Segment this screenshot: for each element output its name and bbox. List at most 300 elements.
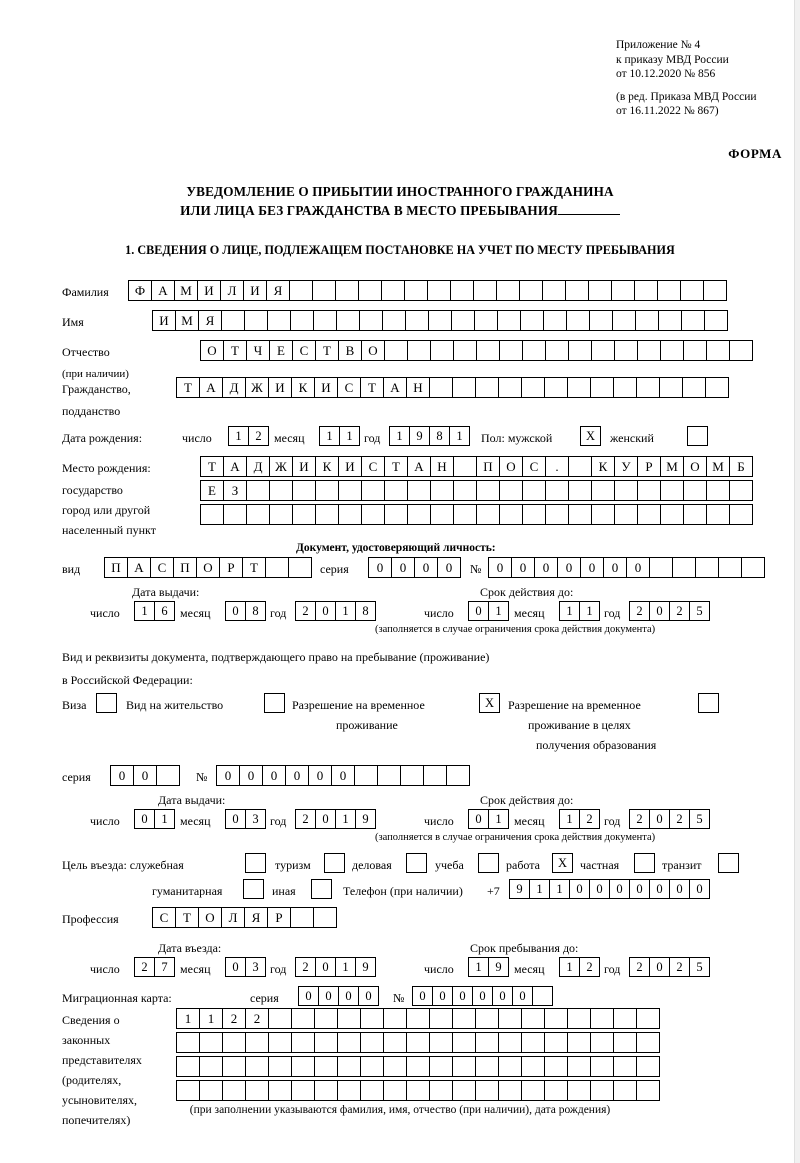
cell[interactable] [476, 480, 500, 501]
cell[interactable]: 1 [488, 809, 509, 829]
cell[interactable]: 9 [355, 809, 376, 829]
cell[interactable] [337, 1008, 361, 1029]
cell[interactable]: М [174, 280, 198, 301]
cell[interactable] [568, 504, 592, 525]
cell[interactable] [384, 340, 408, 361]
cell[interactable]: 0 [239, 765, 263, 786]
cell[interactable]: 9 [488, 957, 509, 977]
cell[interactable] [291, 1056, 315, 1077]
checkbox-residence-permit[interactable] [264, 693, 285, 713]
cell[interactable] [360, 1008, 384, 1029]
cell[interactable]: С [337, 377, 361, 398]
cell[interactable]: Ч [246, 340, 270, 361]
cell[interactable] [635, 310, 659, 331]
cell[interactable] [589, 310, 613, 331]
cell[interactable] [406, 1032, 430, 1053]
cell[interactable]: 2 [669, 809, 690, 829]
field-stay-valid-year[interactable] [629, 809, 709, 829]
cell[interactable] [361, 504, 385, 525]
cell[interactable]: Б [729, 456, 753, 477]
cell[interactable] [672, 557, 696, 578]
checkbox-purpose-work[interactable]: Х [552, 853, 573, 873]
cell[interactable]: 1 [335, 957, 356, 977]
cell[interactable]: П [104, 557, 128, 578]
cell[interactable] [498, 377, 522, 398]
cell[interactable]: 1 [176, 1008, 200, 1029]
cell[interactable] [338, 504, 362, 525]
cell[interactable]: С [292, 340, 316, 361]
cell[interactable] [315, 504, 339, 525]
cell[interactable] [427, 280, 451, 301]
cell[interactable]: О [200, 340, 224, 361]
cell[interactable] [335, 280, 359, 301]
field-profession[interactable] [152, 907, 336, 928]
cell[interactable]: П [173, 557, 197, 578]
cell[interactable]: 0 [225, 809, 246, 829]
cell[interactable] [521, 1008, 545, 1029]
cell[interactable] [268, 1056, 292, 1077]
cell[interactable]: 0 [133, 765, 157, 786]
cell[interactable] [497, 310, 521, 331]
field-entry-day[interactable] [134, 957, 174, 977]
cell[interactable] [246, 504, 270, 525]
cell[interactable] [405, 310, 429, 331]
cell[interactable] [383, 1008, 407, 1029]
field-stayend-day[interactable] [468, 957, 508, 977]
cell[interactable]: С [522, 456, 546, 477]
cell[interactable] [545, 340, 569, 361]
cell[interactable]: Т [200, 456, 224, 477]
field-stayend-year[interactable] [629, 957, 709, 977]
cell[interactable] [683, 504, 707, 525]
cell[interactable]: Д [222, 377, 246, 398]
cell[interactable]: 2 [295, 809, 316, 829]
cell[interactable] [407, 340, 431, 361]
cell[interactable] [381, 280, 405, 301]
cell[interactable] [522, 340, 546, 361]
cell[interactable] [614, 480, 638, 501]
cell[interactable] [521, 377, 545, 398]
cell[interactable] [383, 1080, 407, 1101]
cell[interactable] [543, 310, 567, 331]
cell[interactable]: 0 [298, 986, 319, 1006]
checkbox-purpose-private[interactable] [634, 853, 655, 873]
cell[interactable]: 0 [315, 957, 336, 977]
cell[interactable] [268, 1032, 292, 1053]
cell[interactable] [590, 1080, 614, 1101]
cell[interactable] [360, 1080, 384, 1101]
cell[interactable] [499, 340, 523, 361]
cell[interactable] [338, 480, 362, 501]
cell[interactable] [706, 340, 730, 361]
cell[interactable]: И [338, 456, 362, 477]
cell[interactable] [591, 480, 615, 501]
cell[interactable]: М [660, 456, 684, 477]
cell[interactable] [474, 310, 498, 331]
cell[interactable] [567, 1056, 591, 1077]
cell[interactable] [290, 907, 314, 928]
cell[interactable] [354, 765, 378, 786]
cell[interactable] [360, 1032, 384, 1053]
cell[interactable]: Н [406, 377, 430, 398]
cell[interactable] [267, 310, 291, 331]
cell[interactable] [223, 504, 247, 525]
cell[interactable]: 1 [339, 426, 360, 446]
cell[interactable] [680, 280, 704, 301]
cell[interactable] [613, 1056, 637, 1077]
cell[interactable] [290, 310, 314, 331]
cell[interactable] [382, 310, 406, 331]
cell[interactable] [636, 1080, 660, 1101]
cell[interactable] [475, 1032, 499, 1053]
cell[interactable] [453, 340, 477, 361]
cell[interactable] [544, 1080, 568, 1101]
cell[interactable]: 0 [649, 957, 670, 977]
cell[interactable]: О [361, 340, 385, 361]
cell[interactable] [682, 377, 706, 398]
cell[interactable] [567, 1080, 591, 1101]
cell[interactable] [612, 310, 636, 331]
cell[interactable] [199, 1032, 223, 1053]
cell[interactable]: 0 [472, 986, 493, 1006]
cell[interactable] [383, 1032, 407, 1053]
cell[interactable]: 0 [437, 557, 461, 578]
cell[interactable]: 0 [492, 986, 513, 1006]
cell[interactable]: О [499, 456, 523, 477]
cell[interactable] [704, 310, 728, 331]
cell[interactable]: . [545, 456, 569, 477]
cell[interactable]: О [683, 456, 707, 477]
cell[interactable] [636, 1008, 660, 1029]
cell[interactable]: Ф [128, 280, 152, 301]
field-phone[interactable] [509, 879, 709, 899]
cell[interactable]: М [175, 310, 199, 331]
cell[interactable] [613, 1080, 637, 1101]
cell[interactable] [453, 456, 477, 477]
field-patronymic[interactable] [200, 340, 752, 361]
field-birth-year[interactable] [389, 426, 469, 446]
field-stay-valid-day[interactable] [468, 809, 508, 829]
cell[interactable]: М [706, 456, 730, 477]
cell[interactable]: К [591, 456, 615, 477]
cell[interactable]: 0 [669, 879, 690, 899]
cell[interactable] [429, 1080, 453, 1101]
field-stay-valid-month[interactable] [559, 809, 599, 829]
cell[interactable] [383, 1056, 407, 1077]
cell[interactable] [706, 504, 730, 525]
cell[interactable] [657, 280, 681, 301]
cell[interactable] [404, 280, 428, 301]
cell[interactable] [407, 504, 431, 525]
scrollbar[interactable] [794, 0, 800, 1163]
cell[interactable]: 0 [649, 879, 670, 899]
cell[interactable]: 2 [295, 957, 316, 977]
cell[interactable]: 0 [557, 557, 581, 578]
cell[interactable]: 1 [559, 809, 580, 829]
checkbox-purpose-service[interactable] [245, 853, 266, 873]
field-stay-issue-month[interactable] [225, 809, 265, 829]
cell[interactable] [315, 480, 339, 501]
cell[interactable] [475, 1056, 499, 1077]
cell[interactable]: 2 [134, 957, 155, 977]
field-doc-valid-month[interactable] [559, 601, 599, 621]
cell[interactable] [544, 1032, 568, 1053]
cell[interactable] [636, 377, 660, 398]
cell[interactable] [729, 504, 753, 525]
cell[interactable]: Ж [245, 377, 269, 398]
field-surname[interactable] [128, 280, 726, 301]
cell[interactable] [473, 280, 497, 301]
cell[interactable] [703, 280, 727, 301]
cell[interactable]: Я [198, 310, 222, 331]
cell[interactable]: 3 [245, 957, 266, 977]
cell[interactable] [544, 377, 568, 398]
cell[interactable]: 9 [509, 879, 530, 899]
cell[interactable] [313, 907, 337, 928]
cell[interactable]: 1 [488, 601, 509, 621]
field-citizenship[interactable] [176, 377, 728, 398]
cell[interactable] [544, 1056, 568, 1077]
cell[interactable] [450, 280, 474, 301]
field-doc-issue-day[interactable] [134, 601, 174, 621]
cell[interactable] [568, 340, 592, 361]
field-stay-issue-year[interactable] [295, 809, 375, 829]
cell[interactable] [729, 340, 753, 361]
cell[interactable]: И [314, 377, 338, 398]
cell[interactable]: 0 [629, 879, 650, 899]
cell[interactable] [291, 1032, 315, 1053]
cell[interactable] [336, 310, 360, 331]
cell[interactable] [476, 340, 500, 361]
cell[interactable] [567, 377, 591, 398]
cell[interactable] [542, 280, 566, 301]
cell[interactable]: 2 [248, 426, 269, 446]
cell[interactable]: 1 [335, 601, 356, 621]
cell[interactable] [269, 504, 293, 525]
cell[interactable]: А [383, 377, 407, 398]
cell[interactable]: 0 [414, 557, 438, 578]
cell[interactable]: Л [221, 907, 245, 928]
cell[interactable]: 0 [315, 601, 336, 621]
cell[interactable] [658, 310, 682, 331]
cell[interactable] [314, 1080, 338, 1101]
field-doc-issue-year[interactable] [295, 601, 375, 621]
cell[interactable] [245, 1080, 269, 1101]
cell[interactable] [268, 1080, 292, 1101]
cell[interactable]: 2 [295, 601, 316, 621]
cell[interactable] [634, 280, 658, 301]
cell[interactable] [429, 1056, 453, 1077]
cell[interactable]: К [315, 456, 339, 477]
cell[interactable]: Л [220, 280, 244, 301]
cell[interactable]: 0 [468, 601, 489, 621]
field-migration-number[interactable] [412, 986, 552, 1006]
cell[interactable] [361, 480, 385, 501]
cell[interactable] [199, 1080, 223, 1101]
cell[interactable]: И [152, 310, 176, 331]
cell[interactable] [199, 1056, 223, 1077]
cell[interactable]: 0 [285, 765, 309, 786]
cell[interactable]: И [243, 280, 267, 301]
cell[interactable]: 2 [629, 601, 650, 621]
checkbox-purpose-humanitarian[interactable] [243, 879, 264, 899]
cell[interactable]: 9 [355, 957, 376, 977]
cell[interactable]: 0 [569, 879, 590, 899]
cell[interactable] [522, 504, 546, 525]
cell[interactable]: 0 [603, 557, 627, 578]
cell[interactable]: 0 [331, 765, 355, 786]
cell[interactable]: 0 [315, 809, 336, 829]
cell[interactable] [544, 1008, 568, 1029]
cell[interactable] [636, 1056, 660, 1077]
cell[interactable] [288, 557, 312, 578]
cell[interactable] [451, 310, 475, 331]
cell[interactable]: 0 [318, 986, 339, 1006]
cell[interactable]: 5 [689, 601, 710, 621]
cell[interactable]: 8 [355, 601, 376, 621]
cell[interactable] [475, 1008, 499, 1029]
cell[interactable]: Ж [269, 456, 293, 477]
cell[interactable] [337, 1056, 361, 1077]
cell[interactable]: И [268, 377, 292, 398]
cell[interactable] [452, 377, 476, 398]
cell[interactable] [246, 480, 270, 501]
cell[interactable]: Т [223, 340, 247, 361]
cell[interactable] [384, 480, 408, 501]
cell[interactable]: 8 [429, 426, 450, 446]
cell[interactable]: 0 [488, 557, 512, 578]
cell[interactable]: 0 [689, 879, 710, 899]
cell[interactable]: Р [267, 907, 291, 928]
cell[interactable] [176, 1056, 200, 1077]
cell[interactable] [430, 340, 454, 361]
cell[interactable]: Т [360, 377, 384, 398]
cell[interactable]: Т [242, 557, 266, 578]
checkbox-temp-residence[interactable]: Х [479, 693, 500, 713]
cell[interactable] [683, 340, 707, 361]
cell[interactable]: И [292, 456, 316, 477]
cell[interactable]: 1 [468, 957, 489, 977]
cell[interactable]: 1 [559, 601, 580, 621]
cell[interactable] [496, 280, 520, 301]
field-doc-valid-day[interactable] [468, 601, 508, 621]
cell[interactable] [637, 480, 661, 501]
cell[interactable] [681, 310, 705, 331]
field-stay-number[interactable] [216, 765, 469, 786]
cell[interactable]: 1 [335, 809, 356, 829]
cell[interactable]: П [476, 456, 500, 477]
cell[interactable]: А [407, 456, 431, 477]
cell[interactable] [245, 1056, 269, 1077]
field-legal-rep-row-2[interactable] [176, 1032, 659, 1053]
cell[interactable] [429, 1032, 453, 1053]
cell[interactable]: 0 [468, 809, 489, 829]
cell[interactable]: С [361, 456, 385, 477]
cell[interactable] [265, 557, 289, 578]
cell[interactable]: 0 [368, 557, 392, 578]
checkbox-visa[interactable] [96, 693, 117, 713]
cell[interactable]: Я [266, 280, 290, 301]
field-legal-rep-row-1[interactable] [176, 1008, 659, 1029]
cell[interactable] [718, 557, 742, 578]
cell[interactable]: 1 [389, 426, 410, 446]
field-birth-month[interactable] [319, 426, 359, 446]
cell[interactable] [614, 340, 638, 361]
cell[interactable] [291, 1080, 315, 1101]
cell[interactable] [545, 480, 569, 501]
cell[interactable]: 2 [629, 809, 650, 829]
cell[interactable]: А [223, 456, 247, 477]
cell[interactable]: 2 [222, 1008, 246, 1029]
cell[interactable] [591, 504, 615, 525]
cell[interactable]: 2 [629, 957, 650, 977]
cell[interactable] [520, 310, 544, 331]
cell[interactable] [430, 504, 454, 525]
cell[interactable]: А [199, 377, 223, 398]
cell[interactable] [566, 310, 590, 331]
cell[interactable] [695, 557, 719, 578]
cell[interactable] [475, 1080, 499, 1101]
field-birth-day[interactable] [228, 426, 268, 446]
cell[interactable] [337, 1032, 361, 1053]
cell[interactable]: 2 [669, 601, 690, 621]
cell[interactable] [568, 456, 592, 477]
field-doc-number[interactable] [488, 557, 764, 578]
cell[interactable] [222, 1080, 246, 1101]
field-doc-valid-year[interactable] [629, 601, 709, 621]
cell[interactable]: 0 [308, 765, 332, 786]
cell[interactable] [222, 1056, 246, 1077]
cell[interactable]: 5 [689, 957, 710, 977]
cell[interactable] [314, 1008, 338, 1029]
cell[interactable] [289, 280, 313, 301]
cell[interactable]: О [196, 557, 220, 578]
cell[interactable] [590, 1032, 614, 1053]
cell[interactable] [498, 1080, 522, 1101]
cell[interactable] [429, 377, 453, 398]
cell[interactable] [453, 504, 477, 525]
cell[interactable] [430, 480, 454, 501]
cell[interactable] [423, 765, 447, 786]
cell[interactable]: И [197, 280, 221, 301]
cell[interactable] [384, 504, 408, 525]
cell[interactable]: 1 [529, 879, 550, 899]
cell[interactable] [588, 280, 612, 301]
field-migration-series[interactable] [298, 986, 378, 1006]
cell[interactable] [292, 504, 316, 525]
cell[interactable] [453, 480, 477, 501]
cell[interactable] [360, 1056, 384, 1077]
cell[interactable] [452, 1056, 476, 1077]
cell[interactable] [176, 1032, 200, 1053]
field-stayend-month[interactable] [559, 957, 599, 977]
cell[interactable]: Р [637, 456, 661, 477]
cell[interactable] [244, 310, 268, 331]
cell[interactable] [729, 480, 753, 501]
cell[interactable]: Д [246, 456, 270, 477]
cell[interactable] [741, 557, 765, 578]
cell[interactable] [475, 377, 499, 398]
cell[interactable] [637, 504, 661, 525]
checkbox-sex-female[interactable] [687, 426, 708, 446]
checkbox-purpose-tourism[interactable] [324, 853, 345, 873]
cell[interactable]: 0 [512, 986, 533, 1006]
cell[interactable] [406, 1080, 430, 1101]
cell[interactable] [521, 1080, 545, 1101]
field-name[interactable] [152, 310, 727, 331]
cell[interactable]: 1 [579, 601, 600, 621]
cell[interactable] [400, 765, 424, 786]
